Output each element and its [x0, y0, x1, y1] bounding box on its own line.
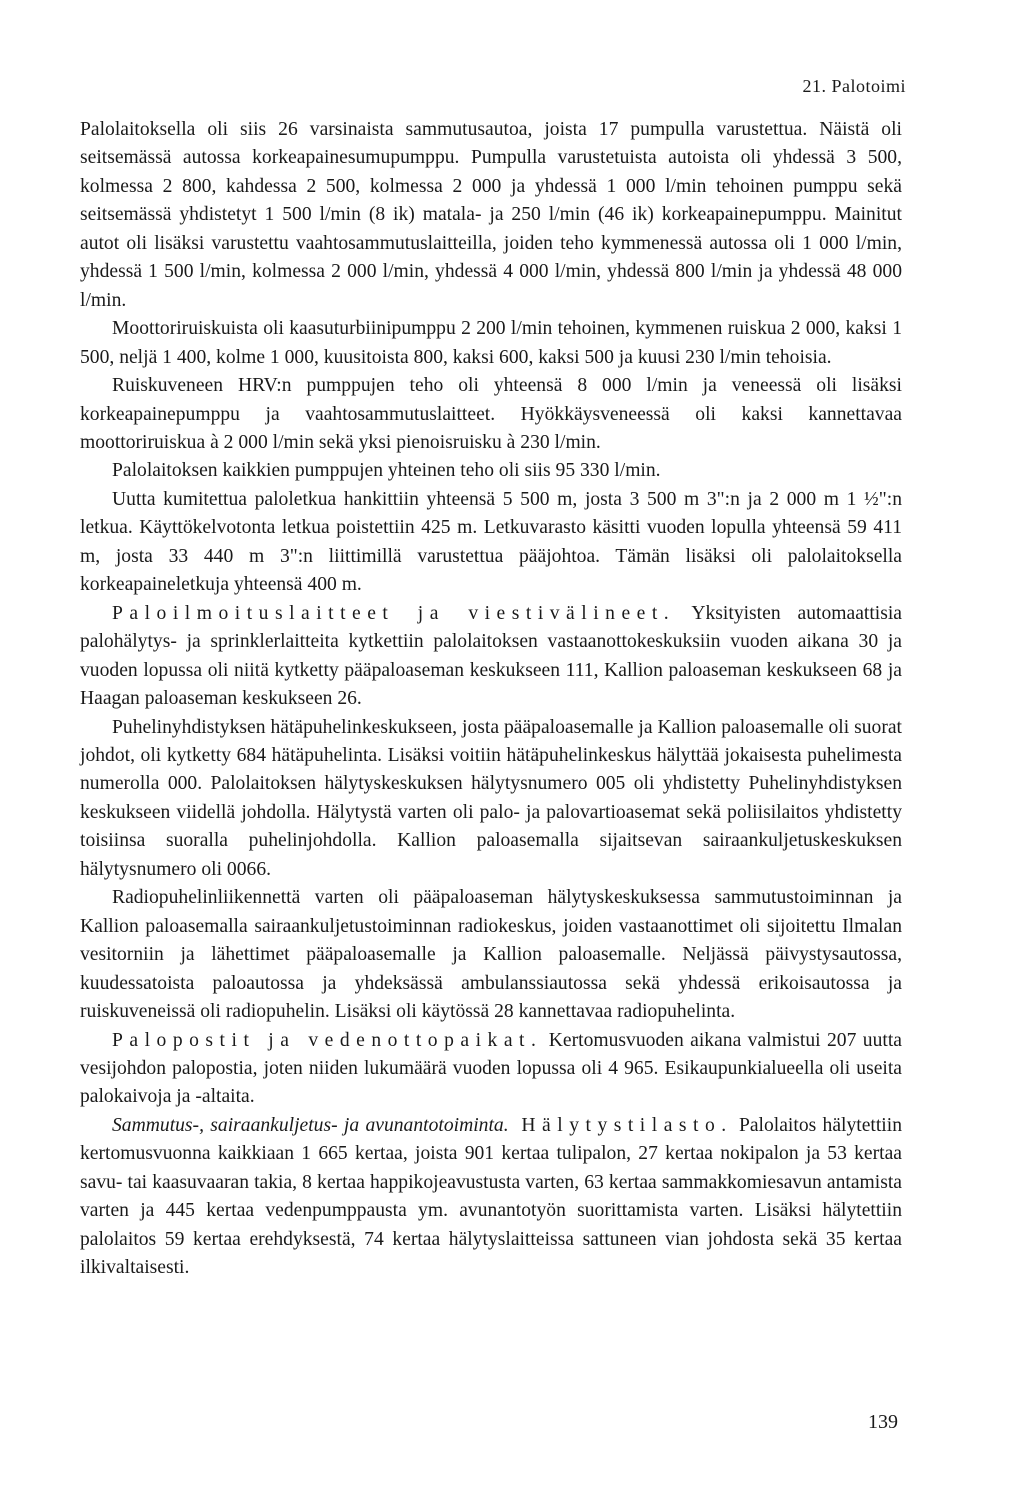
paragraph-alarm-equipment [80, 600, 902, 714]
paragraph-alarm-equipment-text: Yksityisten automaattisia palohälytys- ja sprinklerlaitteita kytkettiin palolaitoksen vastaanottokeskuksiin vuoden aikana 30 ja vuoden lopussa oli niitä kytketty pääpaloaseman keskukseen 111, Kallion paloaseman keskukseen 68 ja Haagan paloaseman keskukseen 26. [80, 602, 902, 710]
paragraph-alarm-statistics-text: Palolaitos hälytettiin kertomusvuonna kaikkiaan 1 665 kertaa, joista 901 kertaa tulipalon, 27 kertaa nokipalon ja 53 kertaa savu- tai kaasuvaaran takia, 8 kertaa happikojeavustusta varten, 63 kertaa sammakkomiesavun antamista varten ja 445 kertaa vedenpumppausta ym. avunantotyön suorittamista varten. Lisäksi hälytettiin palolaitos 59 kertaa erehdyksestä, 74 kertaa hälytyslaitteissa sattuneen vian johdosta sekä 35 kertaa ilkivaltaisesti. [80, 1114, 902, 1279]
paragraph-fire-engines: Palolaitoksella oli siis 26 varsinaista sammutusautoa, joista 17 pumpulla varustettua. Näistä oli seitsemässä autossa korkeapainesumupumppu. Pumpulla varustetuista autoista oli yhdessä 3 500, kolmessa 2 800, kahdessa 2 500, kolmessa 2 000 ja yhdessä 1 000 l/min tehoinen pumppu sekä seitsemässä yhdistetyt 1 500 l/min (8 ik) matala- ja 250 l/min (46 ik) korkeapainepumppu. Mainitut autot oli lisäksi varustettu vaahtosammutuslaitteilla, joiden teho kymmenessä autossa oli 1 000 l/min, yhdessä 1 500 l/min, kolmessa 2 000 l/min, yhdessä 4 000 l/min, yhdessä 800 l/min ja yhdessä 48 000 l/min. [80, 119, 902, 311]
paragraph-hydrants [80, 1027, 902, 1112]
section-heading-alarm-equipment: Paloilmoituslaitteet ja viestivälineet. [112, 602, 676, 624]
paragraph-emergency-phones: Puhelinyhdistyksen hätäpuhelinkeskukseen, josta pääpaloasemalle ja Kallion paloasemalle oli suorat johdot, oli kytketty 684 hätäpuhelinta. Lisäksi voitiin hätäpuhelinkeskus hälyttää jokaisesta puhelimesta numerolla 000. Palolaitoksen hälytyskeskuksen hälytysnumero 005 oli yhdistetty Puhelinyhdistyksen keskukseen viidellä johdolla. Hälytystä varten oli palo- ja palovartioasemat sekä poliisilaitos yhdistetty toisiinsa suoralla puhelinjohdolla. Kallion paloasemalla sijaitsevan sairaankuljetuskeskuksen hälytysnumero oli 0066. [80, 716, 902, 880]
running-header: 21. Palotoimi [802, 76, 906, 96]
paragraph-total-pump-capacity: Palolaitoksen kaikkien pumppujen yhteinen teho oli siis 95 330 l/min. [112, 460, 661, 482]
paragraph-fire-hoses: Uutta kumitettua paloletkua hankittiin yhteensä 5 500 m, josta 3 500 m 3":n ja 2 000 m 1 ½":n letkua. Käyttökelvotonta letkua poistettiin 425 m. Letkuvarasto käsitti vuoden lopulla yhteensä 59 411 m, josta 33 440 m 3":n liittimillä varustettua pääjohtoa. Tämän lisäksi oli palolaitoksella korkeapaineletkuja yhteensä 400 m. [80, 488, 902, 596]
paragraph-alarm-statistics [80, 1112, 902, 1283]
paragraph-hydrants-text: Kertomusvuoden aikana valmistui 207 uutta vesijohdon palopostia, joten niiden lukumäärä vuoden lopussa oli 4 965. Esikaupunkialueella oli useita palokaivoja ja -altaita. [80, 1029, 902, 1108]
section-heading-hydrants: Palopostit ja vedenottopaikat. [112, 1029, 543, 1051]
section-heading-alarm-statistics: Hälytystilasto. [508, 1114, 733, 1136]
paragraph-fire-boats: Ruiskuveneen HRV:n pumppujen teho oli yhteensä 8 000 l/min ja veneessä oli lisäksi korkeapainepumppu ja vaahtosammutuslaitteet. Hyökkäysveneessä oli kaksi kannettavaa moottoriruiskua à 2 000 l/min sekä yksi pienoisruisku à 230 l/min. [80, 375, 902, 453]
paragraph-motor-pumps: Moottoriruiskuista oli kaasuturbiinipumppu 2 200 l/min tehoinen, kymmenen ruiskua 2 000, kaksi 1 500, neljä 1 400, kolme 1 000, kuusitoista 800, kaksi 600, kaksi 500 ja kuusi 230 l/min tehoisia. [80, 318, 902, 368]
section-heading-operations: Sammutus-, sairaankuljetus- ja avunantotoiminta. [112, 1114, 509, 1136]
paragraph-radio-traffic: Radiopuhelinliikennettä varten oli pääpaloaseman hälytyskeskuksessa sammutustoiminnan ja Kallion paloasemalla sairaankuljetustoiminnan radiokeskus, joiden vastaanottimet oli sijoitettu Ilmalan vesitorniin ja lähettimet pääpaloasemalle ja Kallion paloasemalle. Neljässä päivystysautossa, kuudessatoista paloautossa ja yhdeksässä ambulanssiautossa sekä yhdessä erikoisautossa ja ruiskuveneissä oli radiopuhelin. Lisäksi oli käytössä 28 kannettavaa radiopuhelinta. [80, 887, 902, 1023]
body-text [80, 116, 902, 1283]
page-number: 139 [868, 1411, 898, 1433]
